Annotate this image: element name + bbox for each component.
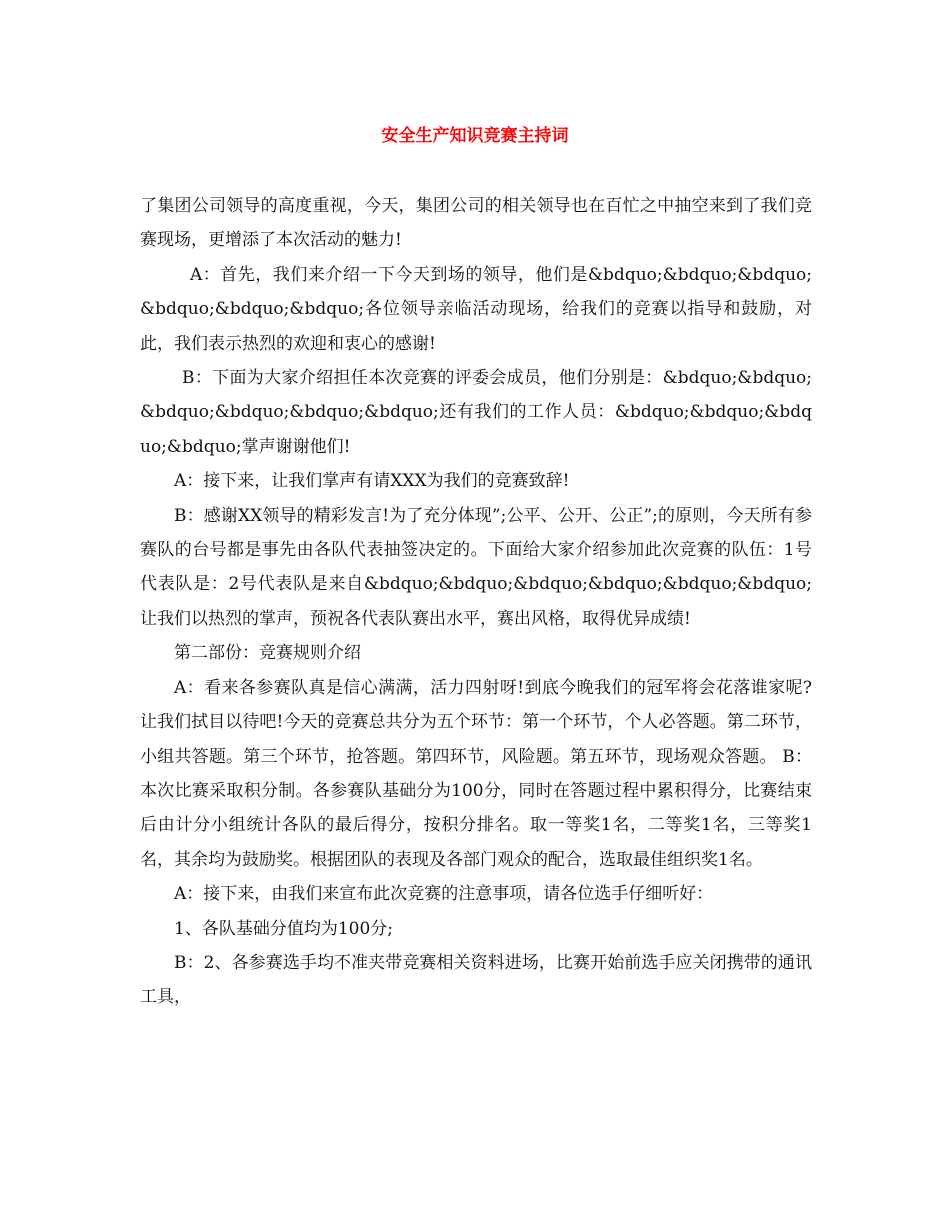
paragraph-intro: 了集团公司领导的高度重视，今天，集团公司的相关领导也在百忙之中抽空来到了我们竞赛现场，更增添了本次活动的魅力! — [140, 196, 812, 251]
paragraph-host-a-leaders: A：首先，我们来介绍一下今天到场的领导，他们是&bdquo;&bdquo;&bdquo;&bdquo;&bdquo;&bdquo;各位领导亲临活动现场，给我们的竞赛以指导和鼓励，对此，我们表示热烈的欢迎和衷心的感谢! — [140, 264, 812, 354]
paragraph-notice-2: B：2、各参赛选手均不准夹带竞赛相关资料进场，比赛开始前选手应关闭携带的通讯工具， — [140, 952, 812, 1008]
paragraph-host-b-teams: B：感谢XX领导的精彩发言!为了充分体现”;公平、公开、公正”;的原则，今天所有参赛队的台号都是事先由各队代表抽签决定的。下面给大家介绍参加此次竞赛的队伍：1号代表队是：2号代表队是来自&bdquo;&bdquo;&bdquo;&bdquo;&bdquo;&bdquo;让我们以热烈的掌声，预祝各代表队赛出水平，赛出风格，取得优异成绩! — [140, 505, 812, 629]
document-body — [140, 189, 812, 1015]
section-heading-rules: 第二部份：竞赛规则介绍 — [174, 643, 361, 664]
document-title: 安全生产知识竞赛主持词 — [381, 126, 569, 146]
paragraph-host-b-judges: B：下面为大家介绍担任本次竞赛的评委会成员，他们分别是：&bdquo;&bdquo;&bdquo;&bdquo;&bdquo;&bdquo;还有我们的工作人员：&bdquo;&bdquo;&bdquo;&bdquo;掌声谢谢他们! — [140, 368, 812, 457]
paragraph-host-a-speech: A：接下来，让我们掌声有请XXX为我们的竞赛致辞! — [174, 471, 570, 492]
paragraph-notices-intro: A：接下来，由我们来宣布此次竞赛的注意事项，请各位选手仔细听好： — [174, 884, 714, 905]
paragraph-notice-1: 1、各队基础分值均为100分; — [174, 918, 393, 939]
paragraph-rules: A：看来各参赛队真是信心满满，活力四射呀!到底今晚我们的冠军将会花落谁家呢?让我们拭目以待吧!今天的竞赛总共分为五个环节：第一个环节，个人必答题。第二环节，小组共答题。第三个环节，抢答题。第四环节，风险题。第五环节，现场观众答题。 B：本次比赛采取积分制。各参赛队基础分为100分，同时在答题过程中累积得分，比赛结束后由计分小组统计各队的最后得分，按积分排名。取一等奖1名，二等奖1名，三等奖1名，其余均为鼓励奖。根据团队的表现及各部门观众的配合，选取最佳组织奖1名。 — [140, 677, 812, 870]
